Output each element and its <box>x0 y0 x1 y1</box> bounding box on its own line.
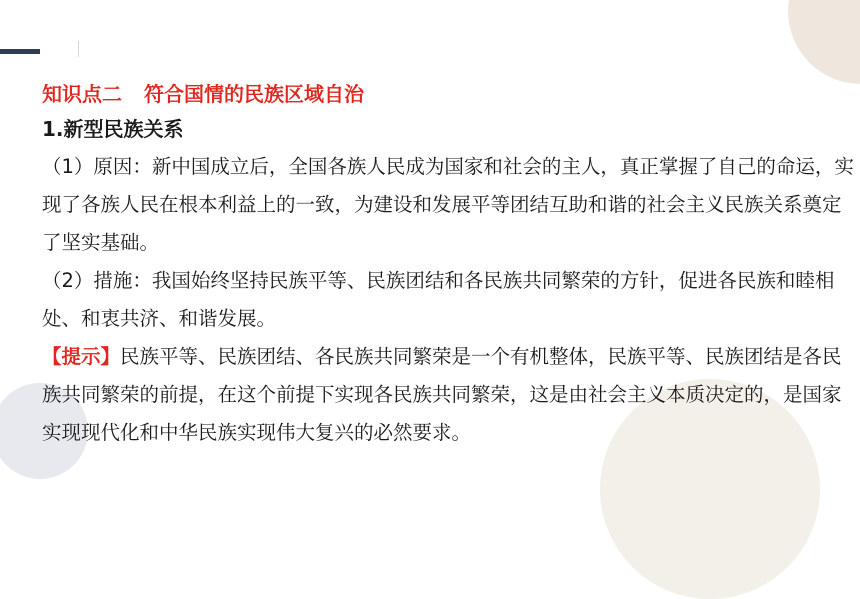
reason-paragraph: （1）原因：新中国成立后，全国各族人民成为国家和社会的主人，真正掌握了自己的命运，实现了各族人民在根本利益上的一致，为建设和发展平等团结互助和谐的社会主义民族关系奠定了坚实基础。 <box>42 155 854 254</box>
section-title: 符合国情的民族区域自治 <box>144 82 364 106</box>
decorative-accent-bar <box>0 49 40 54</box>
decorative-divider <box>78 41 79 57</box>
slide-content <box>42 78 854 452</box>
section-label: 知识点二 <box>42 82 122 106</box>
hint-text: 民族平等、民族团结、各民族共同繁荣是一个有机整体，民族平等、民族团结是各民族共同繁荣的前提，在这个前提下实现各民族共同繁荣，这是由社会主义本质决定的，是国家实现现代化和中华民族实现伟大复兴的必然要求。 <box>42 345 842 444</box>
decorative-circle-top-right <box>788 0 860 84</box>
hint-label: 【提示】 <box>42 345 121 368</box>
hint-paragraph <box>42 338 854 452</box>
section-heading <box>42 78 854 110</box>
subsection-heading: 1.新型民族关系 <box>42 117 184 141</box>
measures-paragraph: （2）措施：我国始终坚持民族平等、民族团结和各民族共同繁荣的方针，促进各民族和睦相处、和衷共济、和谐发展。 <box>42 269 835 330</box>
